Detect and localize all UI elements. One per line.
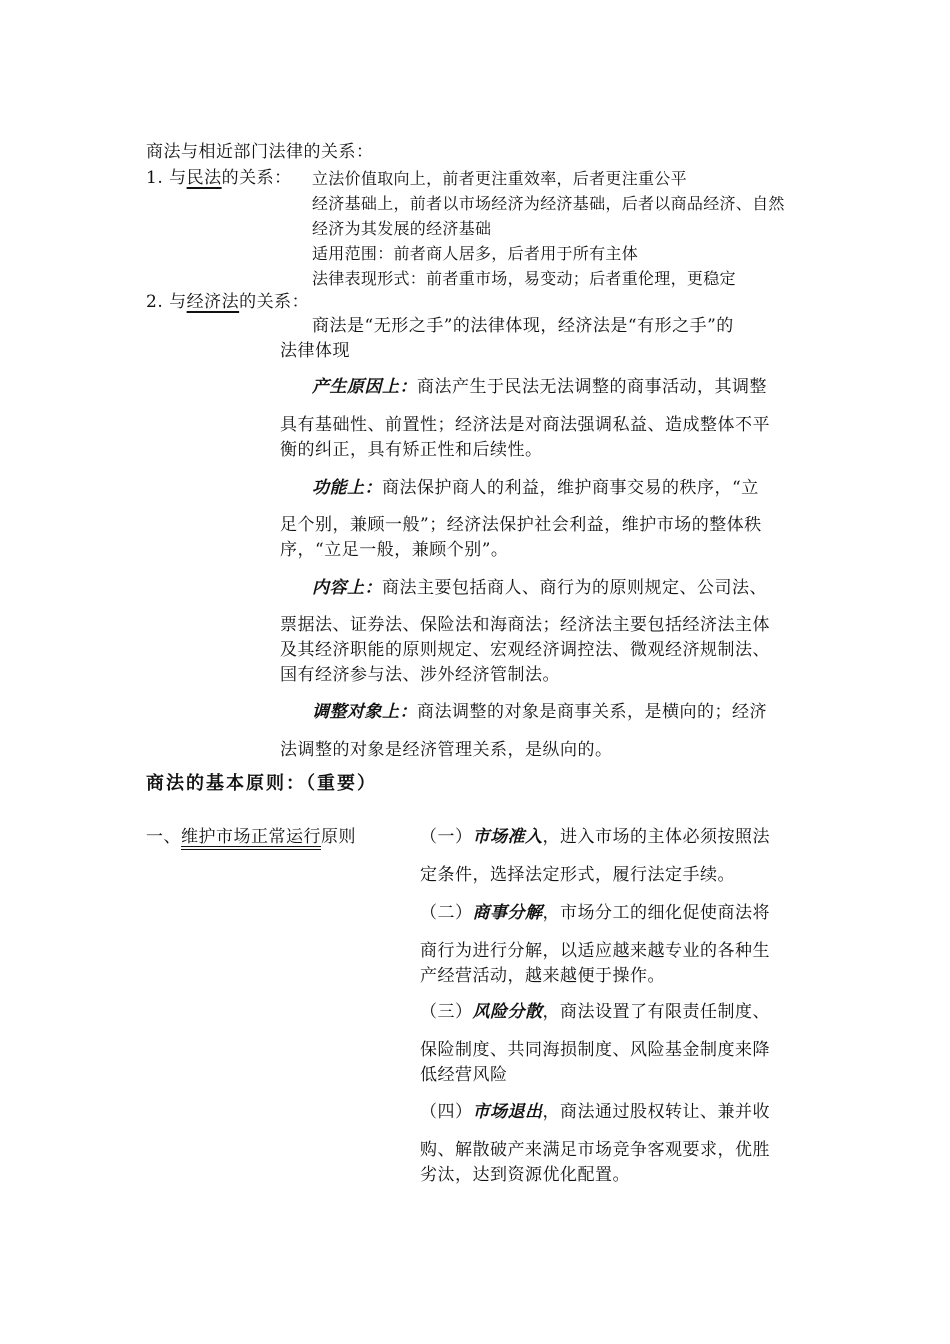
s2-p3-text: 商法保护商人的利益，维护商事交易的秩序，“立	[382, 478, 759, 498]
principle1-suffix: 原则	[321, 827, 356, 847]
s2-p1-line: 商法是“无形之手”的法律体现，经济法是“有形之手”的	[312, 316, 734, 336]
s2-p3-line: 序，“立足一般，兼顾个别”。	[280, 540, 509, 560]
item4-line	[420, 1101, 770, 1123]
item3-line	[420, 1001, 770, 1023]
s2-p5-line	[312, 701, 767, 723]
item4-line: 劣汰，达到资源优化配置。	[420, 1165, 630, 1185]
section1-label	[146, 167, 292, 189]
section1-line: 立法价值取向上，前者更注重效率，后者更注重公平	[312, 169, 687, 188]
item2-num: （二）	[420, 903, 473, 923]
s2-p4-text: 商法主要包括商人、商行为的原则规定、公司法、	[382, 578, 767, 598]
s2-p4-label: 内容上：	[312, 578, 382, 598]
s2-p2-label: 产生原因上：	[312, 377, 417, 397]
s2-p2-text: 商法产生于民法无法调整的商事活动，其调整	[417, 377, 767, 397]
s2-p3-line: 足个别，兼顾一般”；经济法保护社会利益，维护市场的整体秩	[280, 515, 762, 535]
item1-label: 市场准入	[472, 827, 543, 847]
item1-line	[420, 826, 770, 848]
item1-text: ，进入市场的主体必须按照法	[542, 827, 770, 847]
section1-prefix: 1. 与	[146, 168, 187, 188]
section1-line: 适用范围：前者商人居多，后者用于所有主体	[312, 244, 639, 263]
section2-prefix: 2. 与	[146, 292, 187, 312]
section2-suffix: 的关系：	[239, 292, 310, 312]
principle1-prefix: 一、	[146, 827, 181, 847]
s2-p4-line: 国有经济参与法、涉外经济管制法。	[280, 665, 560, 685]
item3-num: （三）	[420, 1002, 473, 1022]
section2-term: 经济法	[186, 292, 240, 312]
item1-num: （一）	[420, 827, 473, 847]
s2-p3-label: 功能上：	[312, 478, 382, 498]
item2-text: ，市场分工的细化促使商法将	[542, 903, 770, 923]
s2-p2-line	[312, 376, 767, 398]
item3-text: ，商法设置了有限责任制度、	[542, 1002, 770, 1022]
item1-line: 定条件，选择法定形式，履行法定手续。	[420, 865, 735, 885]
item4-line: 购、解散破产来满足市场竞争客观要求，优胜	[420, 1140, 770, 1160]
s2-p1-line: 法律体现	[280, 341, 350, 361]
item2-label: 商事分解	[472, 903, 543, 923]
section1-suffix: 的关系：	[221, 168, 292, 188]
s2-p2-line: 衡的纠正，具有矫正性和后续性。	[280, 440, 543, 460]
section1-line: 经济基础上，前者以市场经济为经济基础，后者以商品经济、自然	[312, 194, 785, 213]
item4-label: 市场退出	[472, 1102, 543, 1122]
principle1-label	[146, 826, 356, 848]
heading-principles: 商法的基本原则：（重要）	[146, 773, 377, 794]
section2-label	[146, 291, 309, 313]
s2-p5-text: 商法调整的对象是商事关系，是横向的；经济	[417, 702, 767, 722]
section1-line: 法律表现形式：前者重市场，易变动；后者重伦理，更稳定	[312, 269, 736, 288]
heading-relations: 商法与相近部门法律的关系：	[146, 142, 374, 162]
s2-p4-line: 及其经济职能的原则规定、宏观经济调控法、微观经济规制法、	[280, 640, 770, 660]
item4-text: ，商法通过股权转让、兼并收	[542, 1102, 770, 1122]
item2-line	[420, 902, 770, 924]
s2-p2-line: 具有基础性、前置性；经济法是对商法强调私益、造成整体不平	[280, 415, 770, 435]
s2-p5-label: 调整对象上：	[312, 702, 417, 722]
s2-p5-line: 法调整的对象是经济管理关系，是纵向的。	[280, 740, 613, 760]
principle1-term: 维护市场正常运行	[181, 827, 321, 847]
item4-num: （四）	[420, 1102, 473, 1122]
item2-line: 产经营活动，越来越便于操作。	[420, 966, 665, 986]
item2-line: 商行为进行分解，以适应越来越专业的各种生	[420, 941, 770, 961]
section1-term: 民法	[186, 168, 222, 188]
item3-label: 风险分散	[472, 1002, 543, 1022]
s2-p3-line	[312, 477, 759, 499]
s2-p4-line	[312, 577, 767, 599]
s2-p4-line: 票据法、证券法、保险法和海商法；经济法主要包括经济法主体	[280, 615, 770, 635]
item3-line: 保险制度、共同海损制度、风险基金制度来降	[420, 1040, 770, 1060]
section1-line: 经济为其发展的经济基础	[312, 219, 492, 238]
item3-line: 低经营风险	[420, 1065, 508, 1085]
